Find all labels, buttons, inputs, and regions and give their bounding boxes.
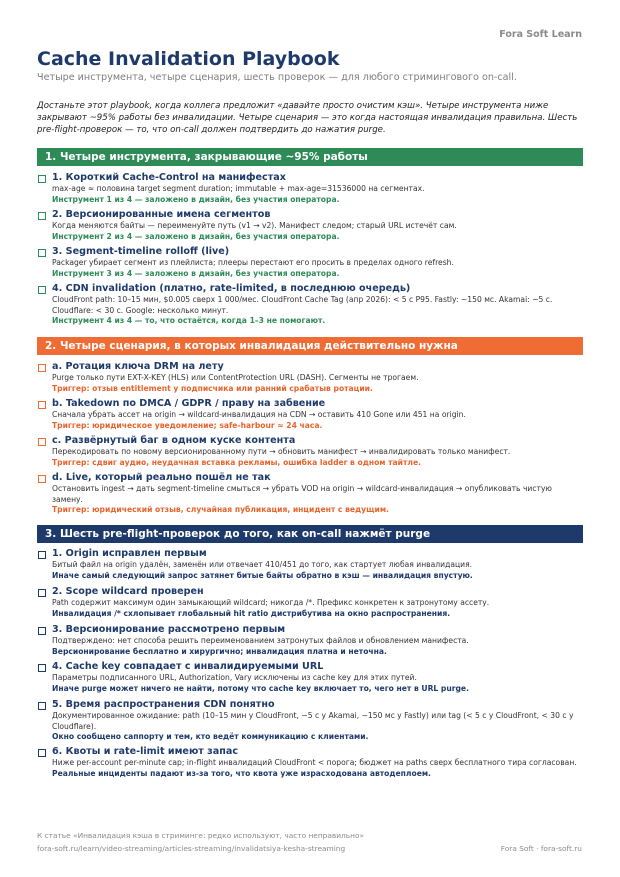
checkbox-icon[interactable] [38, 664, 46, 672]
item-description: CloudFront path: 10–15 мин, $0.005 сверх 1 000/мес. CloudFront Cache Tag (апр 2026): < 5 с P95. Fastly: ~150 мс. Akamai: ~5 с. Cloudflare: < 30 с. Google: несколько минут. [52, 295, 553, 315]
item-note: Иначе purge может ничего не найти, потому что cache key включает то, чего нет в URL purge. [52, 683, 469, 693]
item-title: 1. Короткий Cache-Control на манифестах [52, 172, 286, 183]
footer-brand: Fora Soft · fora-soft.ru [500, 844, 582, 853]
item-description: Остановить ingest → дать segment-timeline смыться → убрать VOD на origin → wildcard-инвалидация → опубликовать чистую замену. [52, 484, 552, 504]
checkbox-icon[interactable] [38, 438, 46, 446]
checklist-item-scenario-b [37, 398, 583, 431]
checklist-item-tool-2 [37, 209, 583, 242]
item-note: Инвалидация /* схлопывает глобальный hit ratio дистрибутива на окно распространения. [52, 608, 451, 618]
item-title: 4. Cache key совпадает с инвалидируемыми URL [52, 661, 324, 672]
page-subtitle: Четыре инструмента, четыре сценария, шесть проверок — для любого стримингового on-call. [37, 72, 517, 83]
item-note: Окно сообщено саппорту и тем, кто ведёт коммуникацию с клиентами. [52, 732, 369, 741]
item-title: 5. Время распространения CDN понятно [52, 699, 275, 710]
item-title: 2. Scope wildcard проверен [52, 586, 204, 597]
item-description: Ниже per-account per-minute cap; in-flight инвалидаций CloudFront < порога; бюджет на paths сверх бесплатного тира согласован. [52, 758, 577, 767]
checkbox-icon[interactable] [38, 286, 46, 294]
item-note: Иначе самый следующий запрос затянет битые байты обратно в кэш — инвалидация впустую. [52, 570, 473, 580]
checkbox-icon[interactable] [38, 212, 46, 220]
checklist-item-check-3 [37, 624, 583, 657]
item-description: Purge только пути EXT-X-KEY (HLS) или ContentProtection URL (DASH). Сегменты не трогаем. [52, 373, 419, 382]
page-title: Cache Invalidation Playbook [37, 48, 340, 70]
item-description: Перекодировать по новому версионированному пути → обновить манифест → инвалидировать только манифест. [52, 447, 511, 456]
checklist-item-tool-4 [37, 283, 583, 327]
item-description: Документированное ожидание: path (10–15 мин у CloudFront, ~5 с у Akamai, ~150 мс у Fastly) или tag (< 5 с у CloudFront, < 30 с у Cloudflare). [52, 711, 574, 731]
item-description: Packager убирает сегмент из плейлиста; плееры перестают его просить в пределах одного refresh. [52, 258, 454, 267]
checkbox-icon[interactable] [38, 749, 46, 757]
checkbox-icon[interactable] [38, 401, 46, 409]
item-note: Реальные инциденты падают из-за того, что квота уже израсходована автодеплоем. [52, 768, 431, 778]
item-description: Path содержит максимум один замыкающий wildcard; никогда /*. Префикс конкретен к затронутому ассету. [52, 598, 490, 607]
item-description: max-age ≈ половина target segment duration; immutable + max-age=31536000 на сегментах. [52, 184, 425, 193]
item-title: d. Live, который реально пошёл не так [52, 472, 271, 483]
checkbox-icon[interactable] [38, 249, 46, 257]
checkbox-icon[interactable] [38, 475, 46, 483]
item-note: Версионирование бесплатно и хирургично; инвалидация платна и неточна. [52, 646, 387, 656]
footer-article-reference: К статье «Инвалидация кэша в стриминге: редко используют, часто неправильно» [37, 831, 365, 840]
section-header-tools: 1. Четыре инструмента, закрывающие ~95% работы [37, 148, 583, 166]
intro-paragraph: Достаньте этот playbook, когда коллега предложит «давайте просто очистим кэш». Четыре инструмента ниже закрывают ~95% работы без инвалидации. Четыре сценария — это когда настоящая инвалидация правильна. Шесть pre-flight-проверок — то, что on-call должен подтвердить до нажатия purge. [37, 101, 578, 135]
item-title: 6. Квоты и rate-limit имеют запас [52, 746, 239, 757]
checklist-item-check-4 [37, 661, 583, 694]
checklist-item-check-1 [37, 548, 583, 581]
section-header-scenarios: 2. Четыре сценария, в которых инвалидация действительно нужна [37, 337, 583, 355]
checklist-item-tool-1 [37, 172, 583, 205]
item-note: Триггер: отзыв entitlement у подписчика или ранний срабатыв ротации. [52, 383, 373, 393]
checkbox-icon[interactable] [38, 551, 46, 559]
checklist-item-scenario-c [37, 435, 583, 468]
item-description: Когда меняются байты — переименуйте путь (v1 → v2). Манифест следом; старый URL истечёт сам. [52, 221, 457, 230]
item-note: Триггер: юридическое уведомление; safe-harbour ≈ 24 часа. [52, 420, 323, 430]
item-description: Подтверждено: нет способа решить переименованием затронутых файлов и обновлением манифеста. [52, 636, 469, 645]
item-note: Триггер: юридический отзыв, случайная публикация, инцидент с ведущим. [52, 505, 389, 514]
item-note: Инструмент 2 из 4 — заложено в дизайн, без участия оператора. [52, 231, 340, 241]
item-title: 2. Версионированные имена сегментов [52, 209, 271, 220]
brand-label: Fora Soft Learn [499, 29, 582, 40]
checklist-item-check-5 [37, 699, 583, 743]
item-title: c. Развёрнутый баг в одном куске контента [52, 435, 296, 446]
checkbox-icon[interactable] [38, 175, 46, 183]
checklist-item-scenario-a [37, 361, 583, 394]
checklist-item-scenario-d [37, 472, 583, 516]
checklist-item-tool-3 [37, 246, 583, 279]
item-title: 3. Segment-timeline rolloff (live) [52, 246, 230, 257]
checkbox-icon[interactable] [38, 627, 46, 635]
footer-url-link[interactable]: fora-soft.ru/learn/video-streaming/articles-streaming/invalidatsiya-kesha-streaming [37, 844, 346, 853]
checkbox-icon[interactable] [38, 364, 46, 372]
item-title: a. Ротация ключа DRM на лету [52, 361, 224, 372]
item-note: Инструмент 4 из 4 — то, что остаётся, когда 1–3 не помогают. [52, 316, 326, 325]
item-title: b. Takedown по DMCA / GDPR / праву на забвение [52, 398, 326, 409]
item-title: 4. CDN invalidation (платно, rate-limited, в последнюю очередь) [52, 283, 411, 294]
item-note: Триггер: сдвиг аудио, неудачная вставка рекламы, ошибка ladder в одном тайтле. [52, 457, 422, 467]
item-note: Инструмент 1 из 4 — заложено в дизайн, без участия оператора. [52, 194, 340, 204]
item-description: Параметры подписанного URL, Authorization, Vary исключены из cache key для этих путей. [52, 673, 417, 682]
checklist-item-check-6 [37, 746, 583, 779]
item-title: 3. Версионирование рассмотрено первым [52, 624, 286, 635]
checkbox-icon[interactable] [38, 589, 46, 597]
checklist-item-check-2 [37, 586, 583, 619]
checkbox-icon[interactable] [38, 702, 46, 710]
section-header-preflight: 3. Шесть pre-flight-проверок до того, как on-call нажмёт purge [37, 525, 583, 543]
item-description: Сначала убрать ассет на origin → wildcard-инвалидация на CDN → оставить 410 Gone или 451 на origin. [52, 410, 466, 419]
item-title: 1. Origin исправлен первым [52, 548, 207, 559]
item-description: Битый файл на origin удалён, заменён или отвечает 410/451 до того, как стартует любая инвалидация. [52, 560, 473, 569]
item-note: Инструмент 3 из 4 — заложено в дизайн, без участия оператора. [52, 268, 340, 278]
